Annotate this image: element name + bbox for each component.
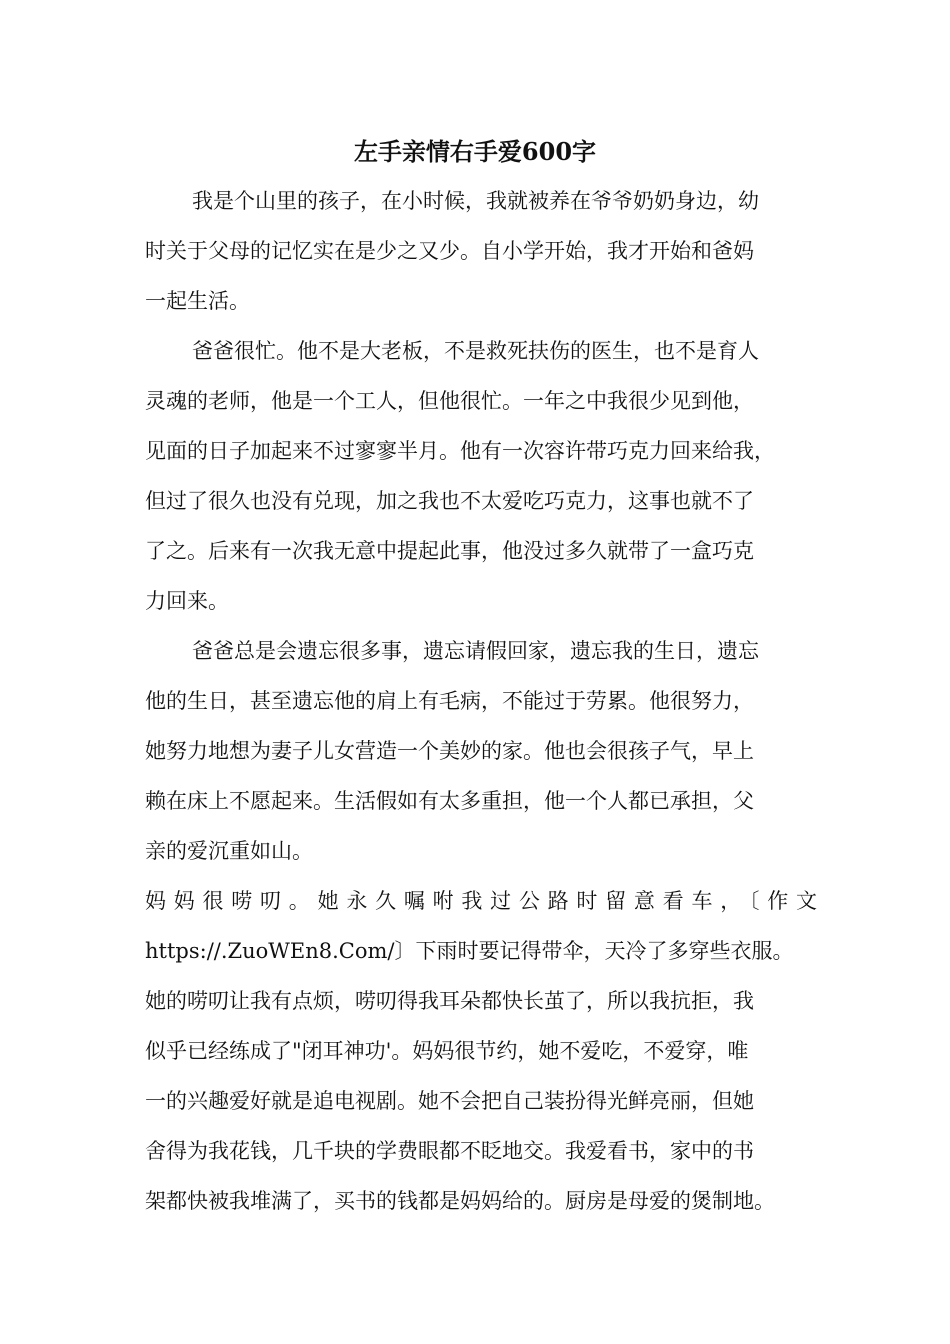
text-line: 一起生活。 [145, 289, 250, 313]
text-line: 灵魂的老师，他是一个工人，但他很忙。一年之中我很少见到他， [145, 389, 754, 413]
text-line: 力回来。 [145, 589, 229, 613]
text-line: 赖在床上不愿起来。生活假如有太多重担，他一个人都已承担，父 [145, 789, 754, 813]
text-line: 亲的爱沉重如山。 [145, 839, 313, 863]
text-line: https://.ZuoWEn8.Com/〕下雨时要记得带伞，天冷了多穿些衣服。 [145, 939, 794, 963]
text-line: 时关于父母的记忆实在是少之又少。自小学开始，我才开始和爸妈 [145, 239, 754, 263]
text-line: 但过了很久也没有兑现，加之我也不太爱吃巧克力，这事也就不了 [145, 489, 754, 513]
text-line: 爸爸总是会遗忘很多事，遗忘请假回家，遗忘我的生日，遗忘 [192, 639, 759, 663]
document-title: 左手亲情右手爱600字 [353, 137, 597, 166]
text-line: 一的兴趣爱好就是追电视剧。她不会把自己装扮得光鲜亮丽，但她 [145, 1089, 754, 1113]
text-line: 妈妈很唠叨。她永久嘱咐我过公路时留意看车，〔作文 [145, 889, 817, 913]
text-line: 见面的日子加起来不过寥寥半月。他有一次容许带巧克力回来给我， [145, 439, 775, 463]
document-body [145, 182, 825, 1232]
text-line: 爸爸很忙。他不是大老板，不是救死扶伤的医生，也不是育人 [192, 339, 759, 363]
text-line: 她的唠叨让我有点烦，唠叨得我耳朵都快长茧了，所以我抗拒，我 [145, 989, 754, 1013]
text-line: 舍得为我花钱，几千块的学费眼都不眨地交。我爱看书，家中的书 [145, 1139, 754, 1163]
text-line: 他的生日，甚至遗忘他的肩上有毛病，不能过于劳累。他很努力， [145, 689, 754, 713]
text-line: 架都快被我堆满了，买书的钱都是妈妈给的。厨房是母爱的煲制地。 [145, 1189, 775, 1213]
text-line: 她努力地想为妻子儿女营造一个美妙的家。他也会很孩子气，早上 [145, 739, 754, 763]
text-line: 我是个山里的孩子，在小时候，我就被养在爷爷奶奶身边，幼 [192, 189, 759, 213]
text-line: 了之。后来有一次我无意中提起此事，他没过多久就带了一盒巧克 [145, 539, 754, 563]
text-line: 似乎已经练成了"闭耳神功'。妈妈很节约，她不爱吃，不爱穿，唯 [145, 1039, 749, 1063]
